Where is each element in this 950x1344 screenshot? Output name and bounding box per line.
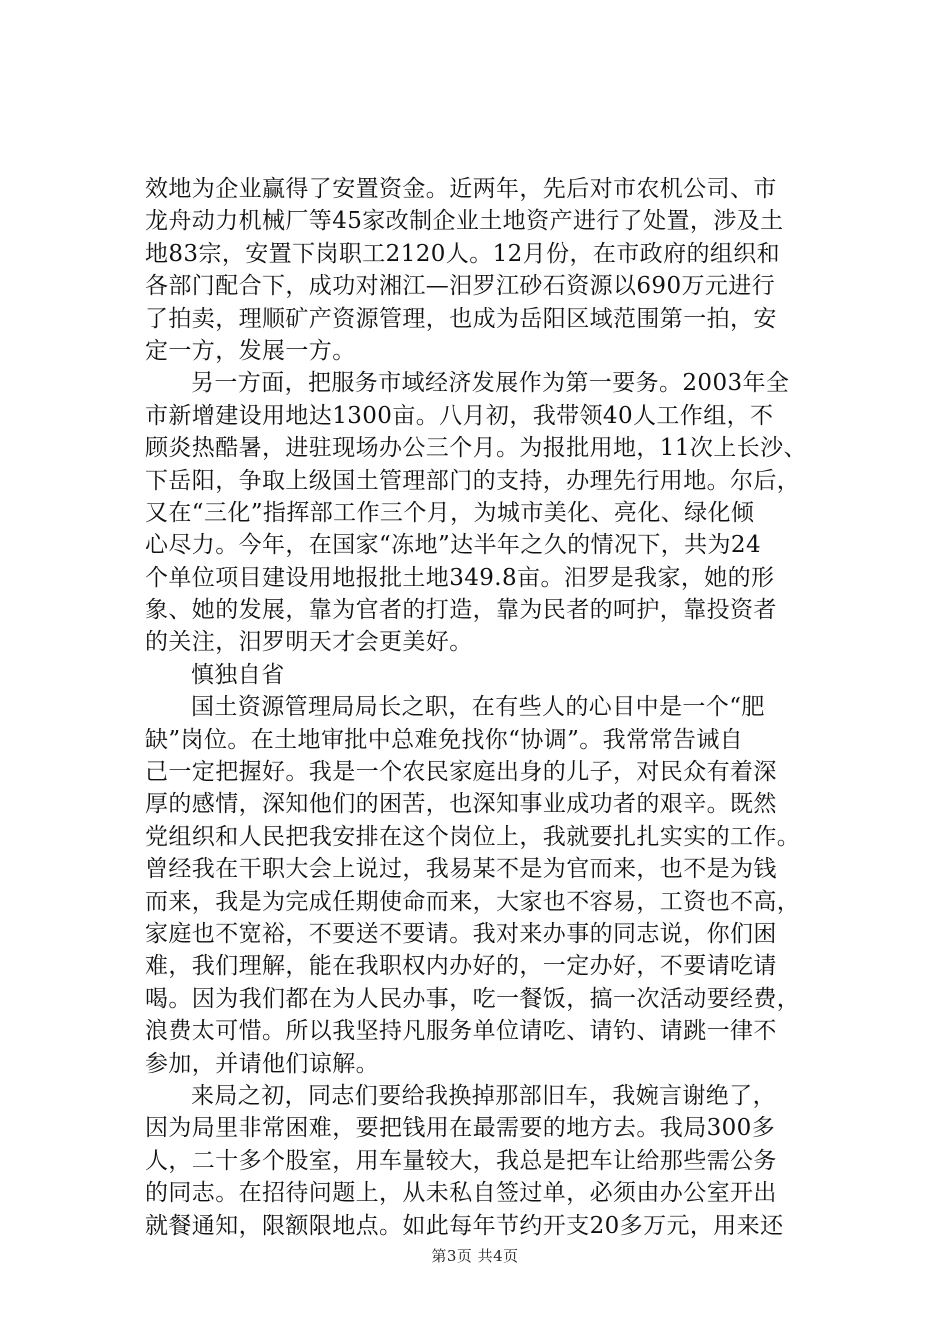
text-line: 地83宗，安置下岗职工2120人。12月份，在市政府的组织和 [145, 240, 781, 267]
text-line: 就餐通知，限额限地点。如此每年节约开支20多万元，用来还 [145, 1212, 784, 1239]
text-line: 而来，我是为完成任期使命而来，大家也不容易，工资也不高， [145, 888, 801, 915]
page-number-label: 第3页 共4页 [431, 1247, 519, 1265]
text-line: 又在“三化”指挥部工作三个月，为城市美化、亮化、绿化倾 [145, 499, 755, 526]
text-line: 象、她的发展，靠为官者的打造，靠为民者的呵护，靠投资者 [145, 597, 777, 624]
text-line: 的同志。在招待问题上，从未私自签过单，必须由办公室开出 [145, 1180, 777, 1207]
section-heading: 慎独自省 [191, 661, 285, 688]
text-line: 效地为企业赢得了安置资金。近两年，先后对市农机公司、市 [145, 176, 777, 202]
text-line: 龙舟动力机械厂等45家改制企业土地资产进行了处置，涉及土 [145, 208, 784, 235]
text-line: 家庭也不宽裕，不要送不要请。我对来办事的同志说，你们困 [145, 920, 777, 947]
text-line: 曾经我在干职大会上说过，我易某不是为官而来，也不是为钱 [145, 856, 777, 883]
text-line: 缺”岗位。在土地审批中总难免找你“协调”。我常常告诫自 [145, 726, 744, 753]
text-line: 定一方，发展一方。 [145, 337, 356, 364]
text-line: 心尽力。今年，在国家“冻地”达半年之久的情况下，共为24 [145, 532, 761, 559]
text-line: 因为局里非常困难，要把钱用在最需要的地方去。我局300多 [145, 1115, 776, 1142]
text-line: 浪费太可惜。所以我坚持凡服务单位请吃、请钓、请跳一律不 [145, 1018, 777, 1045]
text-line: 参加，并请他们谅解。 [145, 1050, 379, 1077]
text-line: 己一定把握好。我是一个农民家庭出身的儿子，对民众有着深 [145, 759, 777, 786]
text-line: 人，二十多个股室，用车量较大，我总是把车让给那些需公务 [145, 1147, 777, 1174]
text-line: 厚的感情，深知他们的困苦，也深知事业成功者的艰辛。既然 [145, 791, 777, 818]
text-line: 市新增建设用地达1300亩。八月初，我带领40人工作组，不 [145, 402, 774, 429]
text-line: 个单位项目建设用地报批土地349.8亩。汨罗是我家，她的形 [145, 564, 775, 591]
paragraph-start-line: 来局之初，同志们要给我换掉那部旧车，我婉言谢绝了， [191, 1082, 776, 1109]
text-line: 下岳阳，争取上级国土管理部门的支持，办理先行用地。尔后， [145, 467, 801, 494]
text-line: 党组织和人民把我安排在这个岗位上，我就要扎扎实实的工作。 [145, 823, 801, 850]
text-line: 的关注，汨罗明天才会更美好。 [145, 629, 473, 656]
text-line: 喝。因为我们都在为人民办事，吃一餐饭，搞一次活动要经费， [145, 985, 801, 1012]
paragraph-start-line: 国土资源管理局局长之职，在有些人的心目中是一个“肥 [191, 694, 765, 721]
text-line: 了拍卖，理顺矿产资源管理，也成为岳阳区域范围第一拍，安 [145, 305, 777, 332]
text-line: 各部门配合下，成功对湘江—汨罗江砂石资源以690万元进行 [145, 273, 776, 300]
text-line: 顾炎热酷暑，进驻现场办公三个月。为报批用地，11次上长沙、 [145, 435, 807, 462]
document-body [145, 173, 835, 1242]
paragraph-start-line: 另一方面，把服务市域经济发展作为第一要务。2003年全 [191, 370, 790, 397]
text-line: 难，我们理解，能在我职权内办好的，一定办好，不要请吃请 [145, 953, 777, 980]
page-footer [0, 1246, 950, 1266]
